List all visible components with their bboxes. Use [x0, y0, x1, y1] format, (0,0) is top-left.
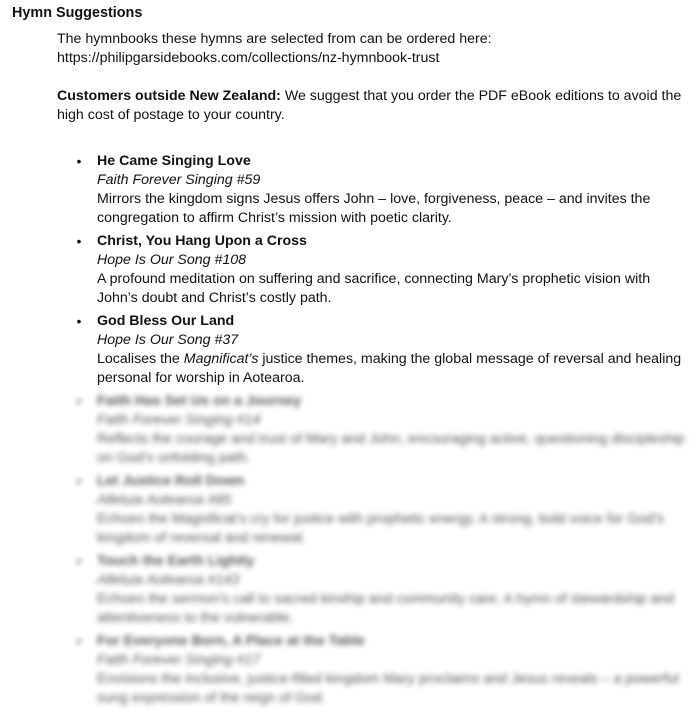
- hymn-description-text: Echoes the sermon’s call to sacred kinship and community care. A hymn of stewardship and attentiveness to the vulnerable.: [97, 591, 674, 626]
- hymn-list-item: [0, 152, 700, 228]
- hymn-description: [97, 510, 692, 548]
- hymn-description-text: Localises the: [97, 351, 184, 367]
- hymn-source: Hope Is Our Song #108: [97, 252, 247, 268]
- hymn-title: Touch the Earth Lightly: [97, 553, 255, 569]
- hymn-list-item: [0, 232, 700, 308]
- hymn-list-item-blurred: [0, 552, 700, 628]
- hymn-source: Faith Forever Singing #59: [97, 172, 261, 188]
- hymn-description: [97, 670, 692, 708]
- intro-section: [57, 30, 697, 125]
- hymn-description: [97, 270, 692, 308]
- bullet-icon: •: [76, 393, 82, 409]
- bullet-icon: •: [76, 233, 82, 249]
- hymn-description-text: Mirrors the kingdom signs Jesus offers John – love, forgiveness, peace – and invites the congregation to affirm Christ’s mission with poetic clarity.: [97, 191, 651, 226]
- hymn-title: Faith Has Set Us on a Journey: [97, 393, 302, 409]
- hymn-source: Faith Forever Singing #14: [97, 412, 261, 428]
- hymn-source: Alleluia Aotearoa #85: [97, 492, 232, 508]
- hymn-list-item: [0, 312, 700, 388]
- bullet-icon: •: [76, 473, 82, 489]
- hymn-description: [97, 590, 692, 628]
- customers-text: We suggest that you order the PDF eBook editions to avoid the high cost of postage to your country.: [57, 88, 682, 123]
- magnificat-italic-text: Magnificat’s: [183, 351, 259, 367]
- order-info-text: The hymnbooks these hymns are selected from can be ordered here:: [57, 31, 492, 47]
- hymn-description: [97, 430, 692, 468]
- customers-note-paragraph: [57, 87, 697, 125]
- customers-label: Customers outside New Zealand:: [57, 88, 281, 104]
- hymn-title: He Came Singing Love: [97, 153, 251, 169]
- hymn-title: Let Justice Roll Down: [97, 473, 245, 489]
- hymn-title: God Bless Our Land: [97, 313, 235, 329]
- hymn-description-text: Echoes the Magnificat’s cry for justice with prophetic energy. A strong, bold voice for God’s kingdom of reversal and renewal.: [97, 511, 664, 546]
- hymnbook-link[interactable]: https://philipgarsidebooks.com/collections/nz-hymnbook-trust: [57, 50, 440, 66]
- hymn-list-item-blurred: [0, 392, 700, 468]
- page-title: Hymn Suggestions: [12, 5, 143, 21]
- bullet-icon: •: [76, 153, 82, 169]
- hymn-list-item-blurred: [0, 632, 700, 708]
- hymn-source: Hope Is Our Song #37: [97, 332, 239, 348]
- bullet-icon: •: [76, 313, 82, 329]
- bullet-icon: •: [76, 633, 82, 649]
- hymn-list: [0, 152, 700, 712]
- hymn-source: Alleluia Aotearoa #143: [97, 572, 240, 588]
- hymn-list-item-blurred: [0, 472, 700, 548]
- hymn-description: [97, 190, 692, 228]
- hymn-description-text: Reflects the courage and trust of Mary and John, encouraging active, questioning discipleship on God’s unfolding path.: [97, 431, 685, 466]
- hymn-source: Faith Forever Singing #17: [97, 652, 261, 668]
- hymn-title: For Everyone Born, A Place at the Table: [97, 633, 365, 649]
- hymn-description: [97, 350, 692, 388]
- hymn-title: Christ, You Hang Upon a Cross: [97, 233, 307, 249]
- order-info-paragraph: [57, 30, 697, 68]
- hymn-description-text: A profound meditation on suffering and sacrifice, connecting Mary’s prophetic vision with John’s doubt and Christ’s costly path.: [97, 271, 651, 306]
- hymn-description-text: Envisions the inclusive, justice-filled kingdom Mary proclaims and Jesus reveals – a powerful sung expression of the reign of God.: [97, 671, 679, 706]
- hymn-description-text: justice themes, making the global message of reversal and healing personal for worship in Aotearoa.: [97, 351, 682, 386]
- bullet-icon: •: [76, 553, 82, 569]
